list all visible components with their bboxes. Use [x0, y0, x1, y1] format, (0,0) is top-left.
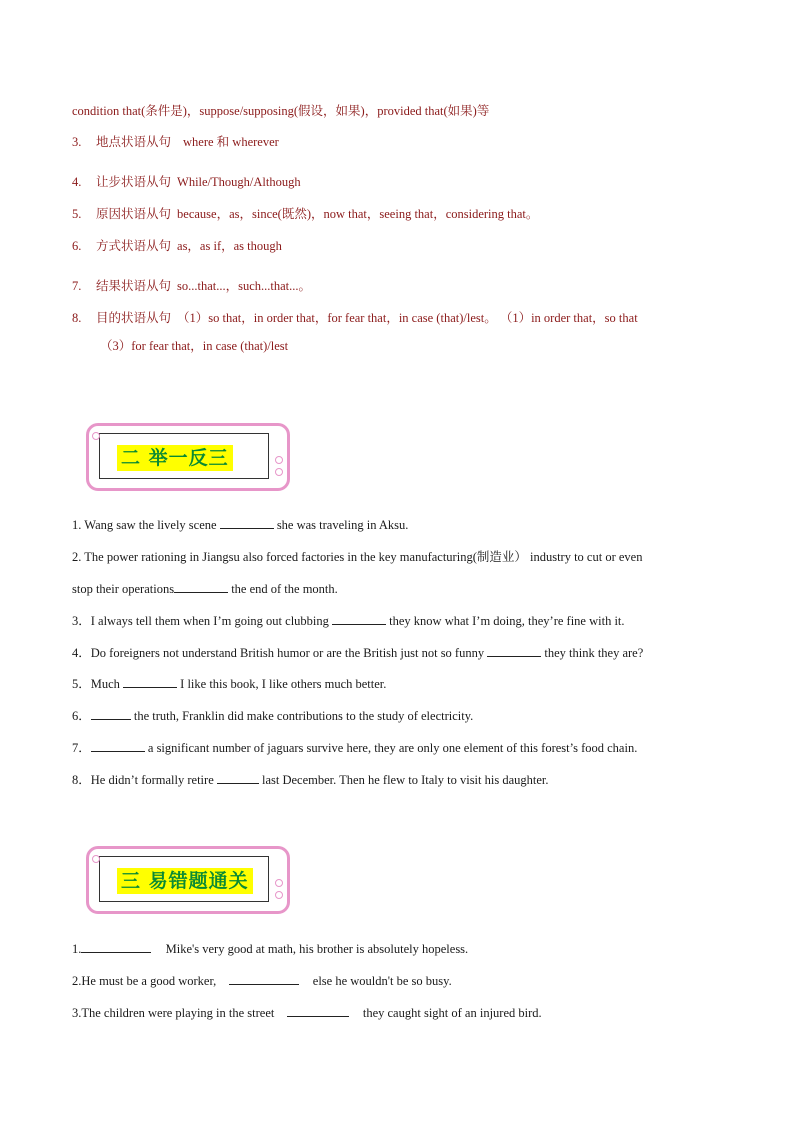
question-text: 1.: [72, 942, 82, 956]
item-concession-clause: [72, 174, 301, 190]
item-label: 目的状语从句: [96, 311, 172, 325]
answer-blank[interactable]: [287, 1005, 349, 1017]
banner-ornament: [275, 879, 283, 887]
question-text: 2.He must be a good worker,: [72, 974, 217, 988]
section3-title: 三 易错题通关: [117, 868, 253, 894]
banner-ornament: [275, 456, 283, 464]
item-text: because，as，since(既然)，now that，seeing that，considering that。: [177, 207, 539, 221]
answer-blank[interactable]: [332, 613, 386, 625]
answer-blank[interactable]: [229, 973, 299, 985]
item-label: 原因状语从句: [96, 207, 172, 221]
question-text: a significant number of jaguars survive here, they are only one element of this forest’s food chain.: [147, 741, 638, 755]
question-text: they caught sight of an injured bird.: [362, 1006, 542, 1020]
question-text: 3．I always tell them when I’m going out clubbing: [72, 614, 329, 628]
question-text: she was traveling in Aksu.: [276, 518, 409, 532]
question-text: 7．: [72, 741, 91, 755]
item-text: （1）so that，in order that，for fear that，in case (that)/lest。 （1）in order that，so that: [177, 311, 638, 325]
question-text: they think they are?: [544, 646, 644, 660]
question-text: they know what I’m doing, they’re fine with it.: [389, 614, 625, 628]
question-2: 2. The power rationing in Jiangsu also forced factories in the key manufacturing(制造业） industry to cut or even: [72, 550, 643, 564]
question-text: I like this book, I like others much better.: [180, 677, 387, 691]
item-text: as，as if，as though: [177, 239, 282, 253]
answer-blank[interactable]: [487, 645, 541, 657]
answer-blank[interactable]: [123, 676, 177, 688]
question-text: last December. Then he flew to Italy to visit his daughter.: [262, 773, 549, 787]
item-label: 让步状语从句: [96, 175, 172, 189]
line-condition: condition that(条件是)，suppose/supposing(假设，如果)，provided that(如果)等: [72, 104, 490, 118]
item-number: 8.: [72, 311, 82, 325]
question-7: [72, 740, 637, 756]
question-text: Mike's very good at math, his brother is absolutely hopeless.: [165, 942, 469, 956]
question-6: [72, 708, 473, 724]
item-place-clause: [72, 134, 279, 150]
banner-ornament: [275, 468, 283, 476]
item-text: While/Though/Although: [177, 175, 301, 189]
item-text: where 和 wherever: [183, 135, 279, 149]
section2-banner: [86, 423, 290, 491]
question-text: 8．He didn’t formally retire: [72, 773, 214, 787]
question-8: [72, 772, 549, 788]
answer-blank[interactable]: [217, 772, 259, 784]
question-text: the end of the month.: [231, 582, 338, 596]
banner-ornament: [275, 891, 283, 899]
error-question-2: [72, 973, 452, 989]
item-number: 4.: [72, 175, 82, 189]
question-4: [72, 645, 643, 661]
answer-blank[interactable]: [81, 941, 151, 953]
item-number: 7.: [72, 279, 82, 293]
item-number: 5.: [72, 207, 82, 221]
section3-banner: [86, 846, 290, 914]
answer-blank[interactable]: [174, 581, 228, 593]
error-question-1: [72, 941, 468, 957]
banner-ornament: [92, 855, 100, 863]
item-result-clause: [72, 278, 311, 294]
item-label: 方式状语从句: [96, 239, 172, 253]
item-number: 6.: [72, 239, 82, 253]
item-purpose-continued: （3）for fear that，in case (that)/lest: [100, 339, 289, 353]
answer-blank[interactable]: [91, 740, 145, 752]
item-number: 3.: [72, 135, 82, 149]
item-reason-clause: [72, 206, 538, 222]
question-text: 4．Do foreigners not understand British humor or are the British just not so funny: [72, 646, 485, 660]
question-text: the truth, Franklin did make contributions to the study of electricity.: [133, 709, 474, 723]
answer-blank[interactable]: [220, 517, 274, 529]
item-manner-clause: [72, 238, 282, 254]
banner-ornament: [92, 432, 100, 440]
question-text: stop their operations: [72, 582, 175, 596]
error-question-3: [72, 1005, 542, 1021]
answer-blank[interactable]: [91, 708, 131, 720]
section2-title: 二 举一反三: [117, 445, 233, 471]
question-text: 5．Much: [72, 677, 120, 691]
question-2-continued: [72, 581, 338, 597]
question-5: [72, 676, 386, 692]
question-text: 6．: [72, 709, 91, 723]
item-label: 地点状语从句: [96, 135, 172, 149]
item-label: 结果状语从句: [96, 279, 172, 293]
item-text: so...that...，such...that...。: [177, 279, 312, 293]
question-3: [72, 613, 625, 629]
question-1: [72, 517, 408, 533]
item-purpose-clause: [72, 310, 638, 326]
question-text: else he wouldn't be so busy.: [312, 974, 452, 988]
question-text: 1. Wang saw the lively scene: [72, 518, 217, 532]
question-text: 3.The children were playing in the street: [72, 1006, 275, 1020]
